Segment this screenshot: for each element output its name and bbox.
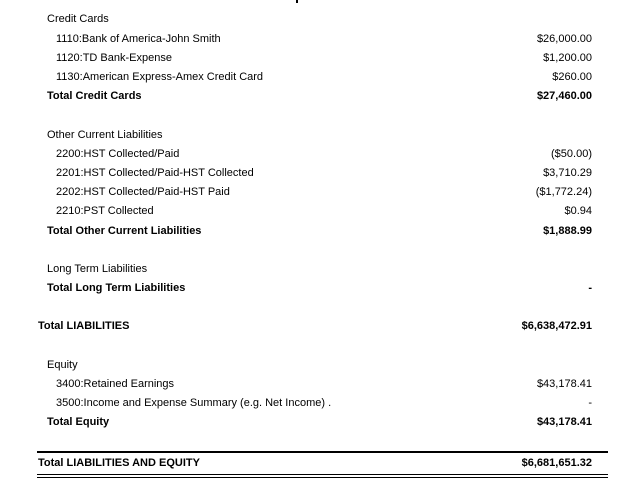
- account-amount: $26,000.00: [536, 33, 592, 45]
- total-amount: $27,460.00: [536, 90, 592, 102]
- account-row: [0, 165, 630, 181]
- total-label: Total Other Current Liabilities: [47, 225, 202, 237]
- total-row-credit-cards: [0, 88, 630, 104]
- section-header-other-current-liabilities: [0, 127, 630, 143]
- section-title: Credit Cards: [47, 13, 109, 25]
- total-amount: $1,888.99: [543, 225, 592, 237]
- account-amount: ($1,772.24): [535, 186, 592, 198]
- account-label: 1130:American Express-Amex Credit Card: [56, 71, 264, 83]
- total-label: Total LIABILITIES AND EQUITY: [38, 457, 200, 469]
- grand-total-top-rule: [37, 451, 608, 453]
- account-amount: -: [588, 397, 592, 409]
- section-title: Equity: [47, 359, 78, 371]
- account-amount: $260.00: [552, 71, 592, 83]
- total-row-long-term-liabilities: [0, 280, 630, 296]
- total-row-liabilities: [0, 318, 630, 334]
- total-amount: $6,638,472.91: [521, 320, 592, 332]
- account-amount: ($50.00): [551, 148, 592, 160]
- section-header-long-term-liabilities: [0, 261, 630, 277]
- total-label: Total Long Term Liabilities: [47, 282, 186, 294]
- account-row: [0, 395, 630, 411]
- account-label: 2200:HST Collected/Paid: [56, 148, 180, 160]
- page-fragment-mark: [296, 0, 298, 3]
- account-label: 1110:Bank of America-John Smith: [56, 33, 221, 45]
- account-row: [0, 69, 630, 85]
- account-label: 3400:Retained Earnings: [56, 378, 175, 390]
- total-label: Total Credit Cards: [47, 90, 142, 102]
- section-header-credit-cards: [0, 11, 630, 27]
- account-row: [0, 376, 630, 392]
- account-label: 2201:HST Collected/Paid-HST Collected: [56, 167, 254, 179]
- grand-total-bottom-rule-2: [37, 477, 608, 478]
- total-row-other-current-liabilities: [0, 223, 630, 239]
- account-amount: $0.94: [564, 205, 592, 217]
- account-amount: $1,200.00: [543, 52, 592, 64]
- account-label: 2202:HST Collected/Paid-HST Paid: [56, 186, 230, 198]
- account-row: [0, 203, 630, 219]
- account-row: [0, 50, 630, 66]
- total-label: Total Equity: [47, 416, 110, 428]
- total-amount: $43,178.41: [536, 416, 592, 428]
- total-amount: $6,681,651.32: [521, 457, 592, 469]
- total-row-liabilities-and-equity: [0, 455, 630, 471]
- account-label: 3500:Income and Expense Summary (e.g. Net Income) .: [56, 397, 332, 409]
- account-amount: $43,178.41: [536, 378, 592, 390]
- grand-total-bottom-rule-1: [37, 474, 608, 475]
- account-label: 2210:PST Collected: [56, 205, 154, 217]
- account-amount: $3,710.29: [543, 167, 592, 179]
- account-row: [0, 146, 630, 162]
- account-row: [0, 31, 630, 47]
- section-title: Other Current Liabilities: [47, 129, 163, 141]
- total-amount: -: [588, 282, 592, 294]
- section-title: Long Term Liabilities: [47, 263, 148, 275]
- account-label: 1120:TD Bank-Expense: [56, 52, 172, 64]
- account-row: [0, 184, 630, 200]
- section-header-equity: [0, 357, 630, 373]
- total-label: Total LIABILITIES: [38, 320, 130, 332]
- total-row-equity: [0, 414, 630, 430]
